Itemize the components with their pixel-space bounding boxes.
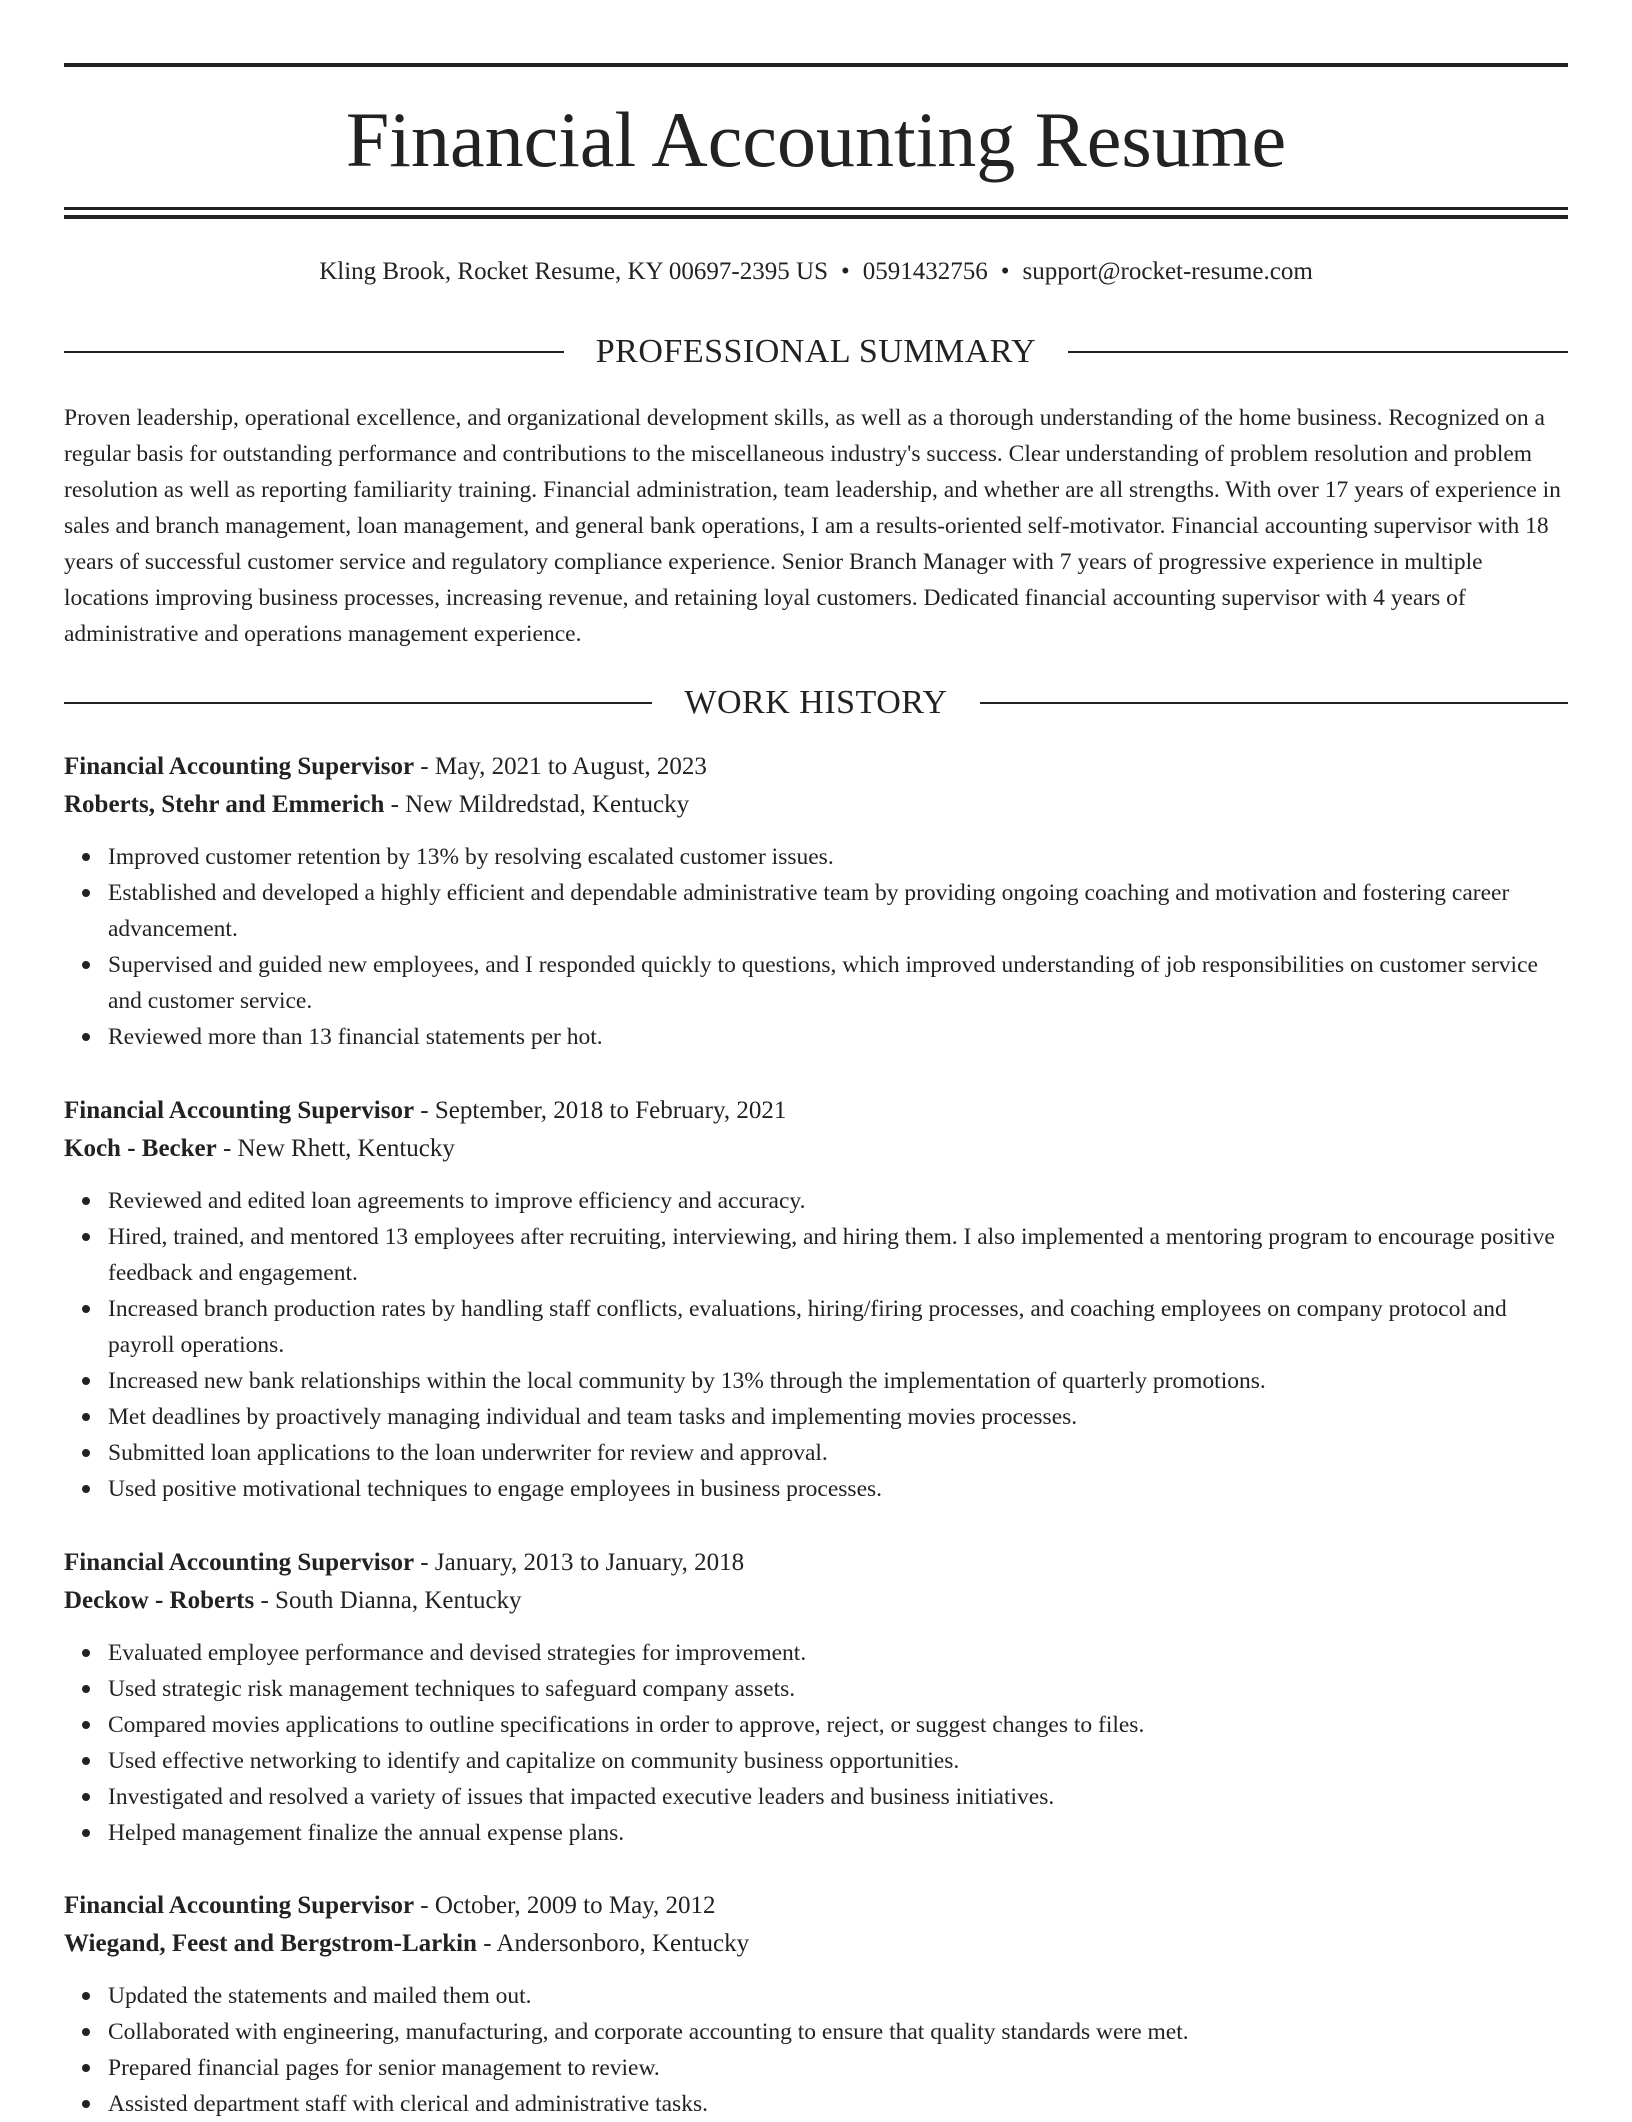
job-bullet: Reviewed more than 13 financial statements per hot. — [108, 1019, 1568, 1055]
job-dates: - September, 2018 to February, 2021 — [414, 1097, 787, 1124]
job-title: Financial Accounting Supervisor — [64, 1892, 415, 1919]
job-bullet: Evaluated employee performance and devised strategies for improvement. — [108, 1635, 1568, 1671]
heading-rule-right — [1068, 351, 1568, 353]
job-location: - New Rhett, Kentucky — [216, 1135, 455, 1162]
job-location: - Andersonboro, Kentucky — [476, 1930, 750, 1957]
top-rule — [64, 63, 1568, 67]
job-bullet: Increased new bank relationships within the local community by 13% through the implementation of quarterly promotions. — [108, 1363, 1568, 1399]
title-rule-upper — [64, 207, 1568, 210]
contact-line — [64, 252, 1568, 292]
page-title: Financial Accounting Resume — [345, 96, 1287, 183]
contact-separator: • — [840, 258, 850, 285]
job-title-line — [64, 1887, 1568, 1925]
job-bullet: Submitted loan applications to the loan underwriter for review and approval. — [108, 1435, 1568, 1471]
job-bullet: Used strategic risk management techniques to safeguard company assets. — [108, 1671, 1568, 1707]
job-company: Wiegand, Feest and Bergstrom-Larkin — [64, 1930, 477, 1957]
job-bullet: Supervised and guided new employees, and I responded quickly to questions, which improved understanding of job responsibilities on customer service and customer service. — [108, 947, 1568, 1019]
job-title: Financial Accounting Supervisor — [64, 753, 415, 780]
job-dates: - May, 2021 to August, 2023 — [414, 753, 707, 780]
job-bullet: Hired, trained, and mentored 13 employees after recruiting, interviewing, and hiring them. I also implemented a mentoring program to encourage positive feedback and engagement. — [108, 1219, 1568, 1291]
job-entry — [64, 1092, 1568, 1507]
work-history-heading-label: WORK HISTORY — [684, 684, 948, 721]
heading-rule-left — [64, 351, 564, 353]
job-title-line — [64, 748, 1568, 786]
job-bullet: Met deadlines by proactively managing individual and team tasks and implementing movies processes. — [108, 1399, 1568, 1435]
job-company-line — [64, 1582, 1568, 1620]
job-bullet: Collaborated with engineering, manufacturing, and corporate accounting to ensure that quality standards were met. — [108, 2014, 1568, 2050]
job-bullet: Established and developed a highly efficient and dependable administrative team by providing ongoing coaching and motivation and fostering career advancement. — [108, 875, 1568, 947]
job-bullet: Reviewed and edited loan agreements to improve efficiency and accuracy. — [108, 1183, 1568, 1219]
job-company-line — [64, 1925, 1568, 1963]
job-bullet: Assisted department staff with clerical and administrative tasks. — [108, 2086, 1568, 2122]
job-title-line — [64, 1544, 1568, 1582]
job-title-line — [64, 1092, 1568, 1130]
job-company-line — [64, 786, 1568, 824]
contact-address: Kling Brook, Rocket Resume, KY 00697-2395 US — [319, 258, 828, 285]
job-entry — [64, 1887, 1568, 2122]
job-dates: - October, 2009 to May, 2012 — [414, 1892, 716, 1919]
heading-rule-right — [980, 702, 1568, 704]
work-history-heading — [64, 681, 1568, 725]
contact-separator: • — [1000, 258, 1010, 285]
job-bullet: Improved customer retention by 13% by resolving escalated customer issues. — [108, 839, 1568, 875]
job-title: Financial Accounting Supervisor — [64, 1097, 415, 1124]
summary-heading-label: PROFESSIONAL SUMMARY — [595, 333, 1037, 370]
job-bullet: Used positive motivational techniques to engage employees in business processes. — [108, 1471, 1568, 1507]
job-entry — [64, 748, 1568, 1055]
job-company-line — [64, 1130, 1568, 1168]
contact-phone: 0591432756 — [862, 258, 988, 285]
job-entry — [64, 1544, 1568, 1851]
job-bullet: Investigated and resolved a variety of issues that impacted executive leaders and business initiatives. — [108, 1779, 1568, 1815]
job-bullet: Helped management finalize the annual expense plans. — [108, 1815, 1568, 1851]
summary-heading — [64, 330, 1568, 374]
job-dates: - January, 2013 to January, 2018 — [414, 1549, 745, 1576]
job-bullet: Prepared financial pages for senior management to review. — [108, 2050, 1568, 2086]
job-bullet-list — [64, 1635, 1568, 1851]
job-company: Roberts, Stehr and Emmerich — [64, 791, 385, 818]
job-bullet-list — [64, 839, 1568, 1055]
heading-rule-left — [64, 702, 652, 704]
summary-text: Proven leadership, operational excellence, and organizational development skills, as well as a thorough understanding of the home business. Recognized on a regular basis for outstanding performance and contributions to the miscellaneous industry's success. Clear understanding of problem resolution and problem resolution as well as reporting familiarity training. Financial administration, team leadership, and whether are all strengths. With over 17 years of experience in sales and branch management, loan management, and general bank operations, I am a results-oriented self-motivator. Financial accounting supervisor with 18 years of successful customer service and regulatory compliance experience. Senior Branch Manager with 7 years of progressive experience in multiple locations improving business processes, increasing revenue, and retaining loyal customers. Dedicated financial accounting supervisor with 4 years of administrative and operations management experience. — [64, 405, 1561, 647]
job-location: - New Mildredstad, Kentucky — [384, 791, 690, 818]
job-bullet: Increased branch production rates by handling staff conflicts, evaluations, hiring/firing processes, and coaching employees on company protocol and payroll operations. — [108, 1291, 1568, 1363]
job-bullet: Updated the statements and mailed them out. — [108, 1978, 1568, 2014]
job-bullet-list — [64, 1978, 1568, 2122]
job-bullet: Used effective networking to identify and capitalize on community business opportunities. — [108, 1743, 1568, 1779]
job-company: Koch - Becker — [64, 1135, 217, 1162]
job-location: - South Dianna, Kentucky — [254, 1587, 522, 1614]
title-rule-lower — [64, 215, 1568, 219]
job-company: Deckow - Roberts — [64, 1587, 255, 1614]
job-bullet: Compared movies applications to outline specifications in order to approve, reject, or suggest changes to files. — [108, 1707, 1568, 1743]
job-title: Financial Accounting Supervisor — [64, 1549, 415, 1576]
job-bullet-list — [64, 1183, 1568, 1507]
contact-email: support@rocket-resume.com — [1022, 258, 1313, 285]
